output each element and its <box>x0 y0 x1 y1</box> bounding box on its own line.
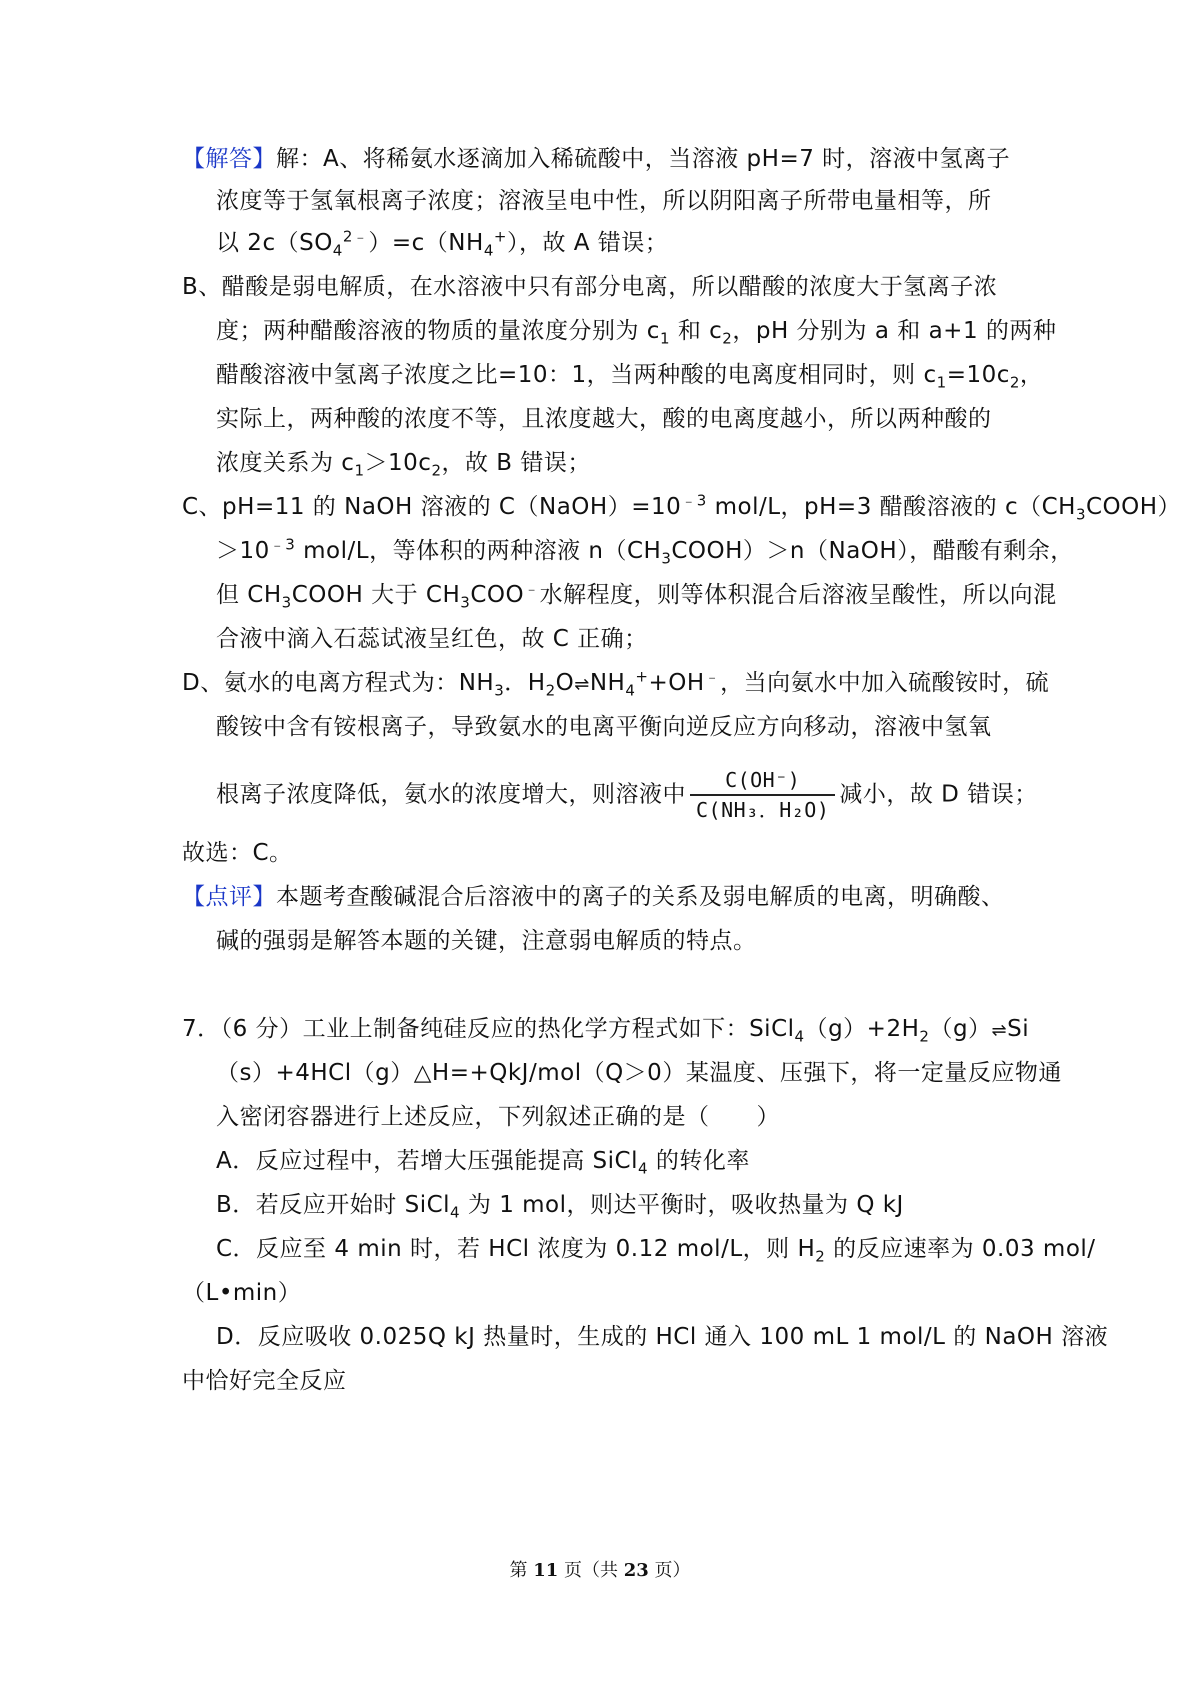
text-fragment: ＞10c <box>364 450 432 476</box>
comment-line-2 <box>216 924 757 958</box>
text-fragment: 4 <box>450 1203 461 1222</box>
text-fragment: mol/L，pH=3 醋酸溶液的 c（CH <box>706 494 1076 520</box>
text-fragment: 2 <box>1009 373 1020 392</box>
q7-line-1 <box>182 1012 1029 1048</box>
text-fragment: 2 <box>431 461 442 480</box>
answer-b-line-3 <box>216 358 1043 392</box>
text-fragment: 碱的强弱是解答本题的关键，注意弱电解质的特点。 <box>216 928 757 954</box>
q7-option-c <box>216 1232 1096 1266</box>
text-fragment: 醋酸溶液中氢离子浓度之比=10：1，当两种酸的电离度相同时，则 c <box>216 362 937 388</box>
text-fragment: （g）+2H <box>804 1016 920 1042</box>
text-fragment: 2 <box>722 329 733 348</box>
text-fragment: COO <box>470 582 525 608</box>
text-fragment: ﹣ <box>524 579 540 598</box>
text-fragment: 3 <box>1075 505 1086 524</box>
text-fragment: 1 <box>354 461 365 480</box>
text-fragment: 4 <box>625 681 636 700</box>
text-fragment: ﹣3 <box>681 491 707 510</box>
text-fragment: Si <box>1007 1016 1030 1042</box>
text-fragment: 3 <box>494 681 505 700</box>
text-fragment: 4 <box>794 1027 805 1046</box>
answer-d-line-1 <box>182 666 1049 702</box>
text-fragment: D．反应吸收 0.025Q kJ 热量时，生成的 HCl 通入 100 mL 1 mol/L 的 NaOH 溶液 <box>216 1324 1109 1350</box>
text-fragment: 页（共 <box>558 1560 624 1581</box>
text-fragment: ，当向氨水中加入硫酸铵时，硫 <box>720 670 1050 696</box>
q7-option-b <box>216 1188 904 1222</box>
text-fragment: +OH <box>648 670 705 696</box>
text-fragment: NH <box>589 670 626 696</box>
page-number: 11 <box>533 1560 559 1581</box>
answer-b-line-1 <box>182 270 997 304</box>
text-fragment: 酸铵中含有铵根离子，导致氨水的电离平衡向逆反应方向移动，溶液中氢氧 <box>216 714 992 740</box>
page-footer <box>0 1556 1200 1582</box>
comment-line-1 <box>182 880 1005 914</box>
text-fragment: ）=c（NH <box>368 230 484 256</box>
text-fragment: A．反应过程中，若增大压强能提高 SiCl <box>216 1148 638 1174</box>
q7-line-2 <box>216 1056 1062 1090</box>
text-fragment: 度；两种醋酸溶液的物质的量浓度分别为 c <box>216 318 660 344</box>
answer-tag: 【解答】 <box>182 146 276 172</box>
text-fragment: 3 <box>281 593 292 612</box>
answer-d-line-2 <box>216 710 992 744</box>
text-fragment: C．反应至 4 min 时，若 HCl 浓度为 0.12 mol/L，则 H <box>216 1236 816 1262</box>
text-fragment: + <box>635 667 649 686</box>
answer-c-line-2 <box>216 534 1074 568</box>
text-fragment: B、醋酸是弱电解质，在水溶液中只有部分电离，所以醋酸的浓度大于氢离子浓 <box>182 274 998 300</box>
text-fragment: 4 <box>483 241 494 260</box>
text-fragment: 浓度关系为 c <box>216 450 355 476</box>
text-fragment: 2 <box>815 1247 826 1266</box>
text-fragment: 和 c <box>670 318 723 344</box>
answer-b-line-5 <box>216 446 591 480</box>
text-fragment: ，pH 分别为 a 和 a+1 的两种 <box>732 318 1057 344</box>
text-fragment: ），故 A 错误； <box>506 230 669 256</box>
text-fragment: （s）+4HCl（g）△H=+QkJ/mol（Q＞0）某温度、压强下，将一定量反应物通 <box>216 1060 1062 1086</box>
text-fragment: 1 <box>659 329 671 348</box>
fraction-numerator: C(OH⁻) <box>690 768 835 796</box>
text-fragment: O <box>555 670 575 696</box>
text-fragment: 以 2c（SO <box>216 230 333 256</box>
text-fragment: 水解程度，则等体积混合后溶液呈酸性，所以向混 <box>539 582 1057 608</box>
text-fragment: 的反应速率为 0.03 mol/ <box>825 1236 1096 1262</box>
answer-line-3 <box>216 226 668 260</box>
answer-c-line-3 <box>216 578 1057 612</box>
text-fragment: mol/L，等体积的两种溶液 n（CH <box>295 538 662 564</box>
text-fragment: 为 1 mol，则达平衡时，吸收热量为 Q kJ <box>460 1192 904 1218</box>
text-fragment: + <box>493 227 507 246</box>
text-fragment: B．若反应开始时 SiCl <box>216 1192 451 1218</box>
text-fragment: COOH） <box>1086 494 1182 520</box>
text-fragment: ．H <box>504 670 546 696</box>
text-fragment: 7．（6 分）工业上制备纯硅反应的热化学方程式如下：SiCl <box>182 1016 795 1042</box>
answer-line-2 <box>216 184 992 218</box>
text-fragment: 页） <box>648 1560 691 1581</box>
text-fragment: 浓度等于氢氧根离子浓度；溶液呈电中性，所以阴阳离子所带电量相等，所 <box>216 188 992 214</box>
text-fragment: 4 <box>332 241 343 260</box>
text-fragment: 4 <box>637 1159 649 1178</box>
q7-option-c-cont <box>182 1276 301 1310</box>
equilibrium-arrow-icon: ⇌ <box>991 1020 1008 1041</box>
text-fragment: 中恰好完全反应 <box>182 1368 347 1394</box>
text-fragment: 根离子浓度降低，氨水的浓度增大，则溶液中 <box>216 781 686 808</box>
text-fragment: D、氨水的电离方程式为：NH <box>182 670 495 696</box>
text-fragment: ，故 B 错误； <box>441 450 591 476</box>
text-fragment: COOH）＞n（NaOH），醋酸有剩余， <box>671 538 1074 564</box>
text-fragment: 1 <box>936 373 947 392</box>
comment-tag: 【点评】 <box>182 884 276 910</box>
text-fragment: 2﹣ <box>342 227 369 246</box>
fraction-denominator: C(NH₃．H₂O) <box>696 798 830 822</box>
text-fragment: 解：A、将稀氨水逐滴加入稀硫酸中，当溶液 pH=7 时，溶液中氢离子 <box>276 146 1011 172</box>
equilibrium-arrow-icon: ⇌ <box>574 674 590 695</box>
text-fragment: 合液中滴入石蕊试液呈红色，故 C 正确； <box>216 626 648 652</box>
text-fragment: 实际上，两种酸的浓度不等，且浓度越大，酸的电离度越小，所以两种酸的 <box>216 406 992 432</box>
text-fragment: 3 <box>661 549 672 568</box>
q7-option-a <box>216 1144 750 1178</box>
text-fragment: ﹣3 <box>269 535 296 554</box>
q7-option-d <box>216 1320 1108 1354</box>
text-fragment: ﹣ <box>704 667 721 686</box>
answer-line-1 <box>182 142 1010 176</box>
answer-d-line-3 <box>216 768 1038 822</box>
text-fragment: 减小，故 D 错误； <box>839 781 1038 808</box>
text-fragment: （L•min） <box>182 1280 302 1306</box>
text-fragment: 2 <box>919 1027 930 1046</box>
answer-c-line-4 <box>216 622 648 656</box>
text-fragment: 3 <box>460 593 471 612</box>
q7-option-d-cont <box>182 1364 347 1398</box>
answer-c-line-1 <box>182 490 1181 524</box>
text-fragment: 但 CH <box>216 582 282 608</box>
answer-b-line-4 <box>216 402 992 436</box>
answer-choice <box>182 836 293 870</box>
text-fragment: 故选：C。 <box>182 840 293 866</box>
text-fragment: COOH 大于 CH <box>291 582 461 608</box>
concentration-fraction <box>690 768 835 822</box>
text-fragment: 2 <box>545 681 556 700</box>
text-fragment: 第 <box>509 1560 534 1581</box>
text-fragment: 入密闭容器进行上述反应，下列叙述正确的是（ ） <box>216 1104 780 1130</box>
text-fragment: 本题考查酸碱混合后溶液中的离子的关系及弱电解质的电离，明确酸、 <box>276 884 1005 910</box>
q7-line-3 <box>216 1100 780 1134</box>
answer-b-line-2 <box>216 314 1056 348</box>
text-fragment: =10c <box>946 362 1010 388</box>
text-fragment: ， <box>1019 362 1044 388</box>
text-fragment: 的转化率 <box>648 1148 750 1174</box>
page-total: 23 <box>623 1560 649 1581</box>
text-fragment: C、pH=11 的 NaOH 溶液的 C（NaOH）=10 <box>182 494 682 520</box>
text-fragment: （g） <box>929 1016 992 1042</box>
text-fragment: ＞10 <box>216 538 270 564</box>
